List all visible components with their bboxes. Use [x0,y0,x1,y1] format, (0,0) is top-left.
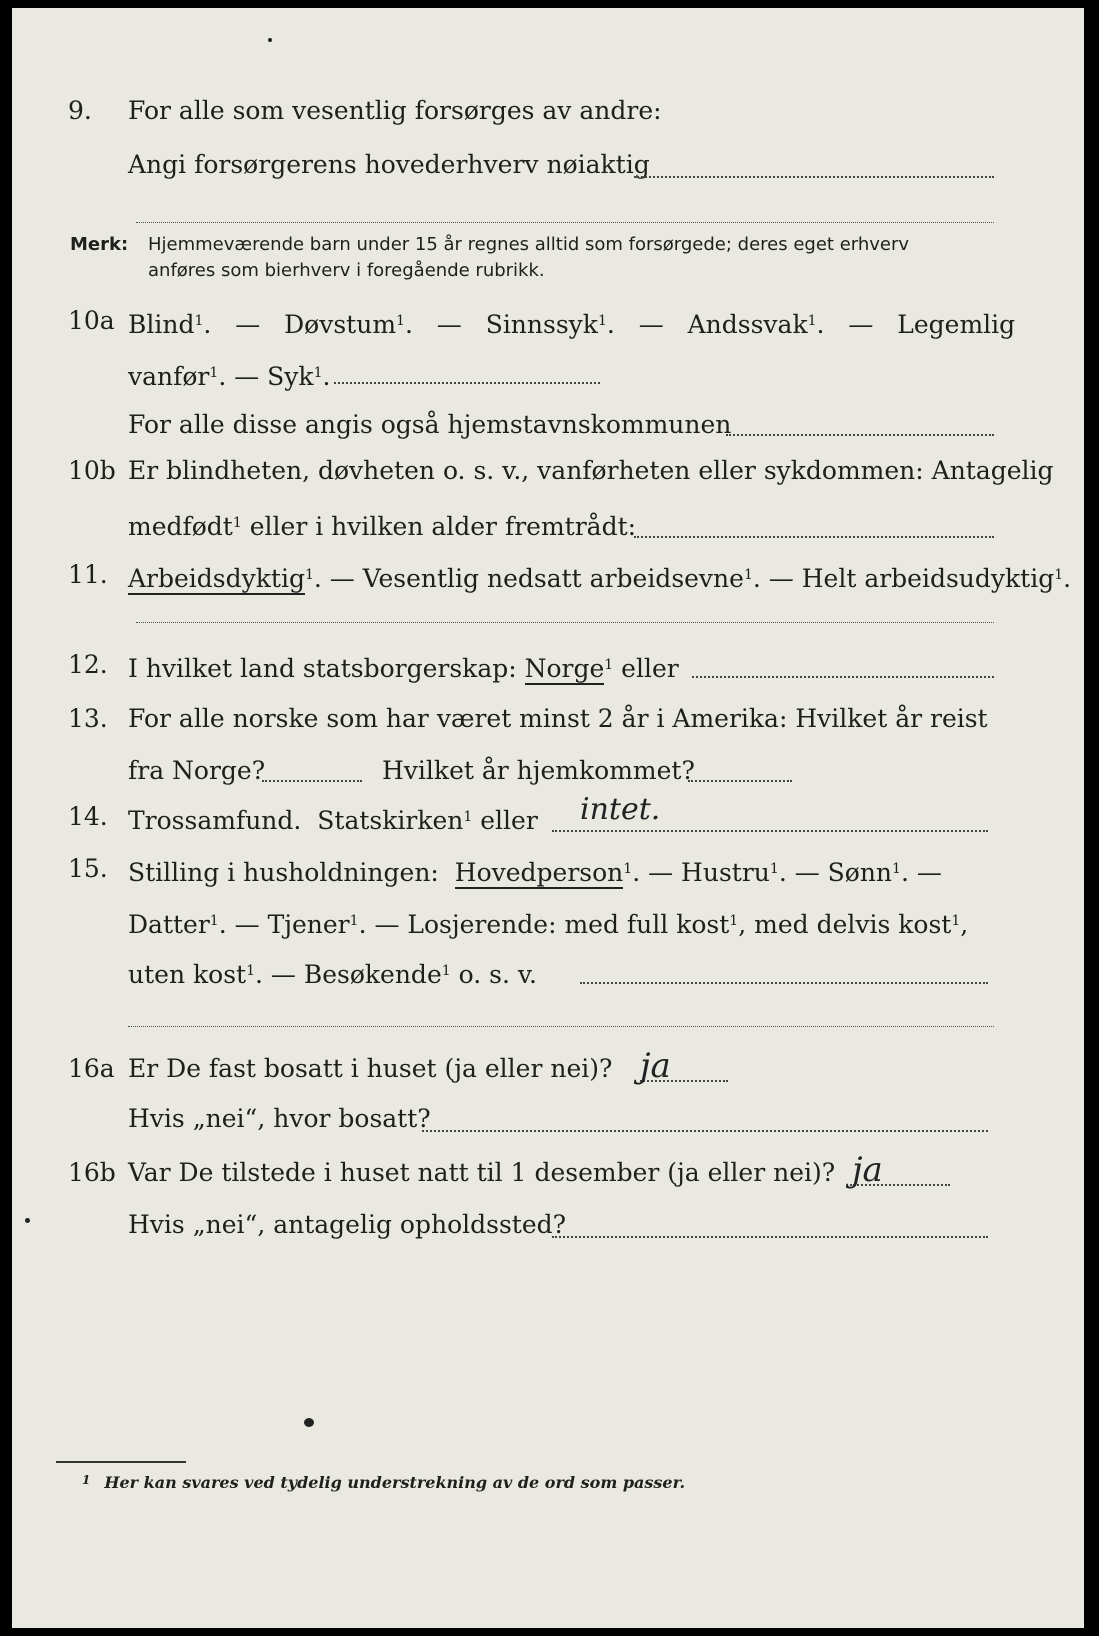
question-text: Hvis „nei“, hvor bosatt? [128,1104,431,1133]
handwritten-answer: ja [640,1046,671,1086]
footnote [82,1473,685,1492]
option-blind[interactable]: Blind [128,310,195,339]
question-number: 10b [68,456,116,485]
footnote-mark: 1 [743,567,753,583]
option-andssvak[interactable]: Andssvak [687,310,808,339]
option-vanfor[interactable]: vanfør [128,362,210,391]
question-text: Var De tilstede i huset natt til 1 desember (ja eller nei)? [128,1158,836,1187]
question-text: Datter$^1$. — Tjener$^1$. — Losjerende: med full kost$^1$, med delvis kost$^1$, [128,910,969,939]
option-eller: eller [480,806,538,835]
option-besokende[interactable]: Besøkende [303,960,442,989]
question-text: Angi forsørgerens hovederhverv nøiaktig [128,150,650,179]
option-delvis-kost[interactable]: med delvis kost [754,910,952,939]
option-legemlig[interactable]: Legemlig [897,310,1016,339]
question-number: 12. [68,650,108,679]
option-norge[interactable]: Norge [524,654,605,683]
footnote-mark: 1 [396,313,405,329]
option-statskirken[interactable]: Statskirken [317,806,464,835]
option-dovstum[interactable]: Døvstum [284,310,397,339]
option-hovedperson[interactable]: Hovedperson [454,858,624,887]
footnote-mark: 1 [349,913,359,929]
merk-line: anføres som bierhverv i foregående rubrikk. [148,260,545,281]
question-text [128,650,679,684]
footnote-mark: 1 [209,365,219,381]
question-text: Hvis „nei“, antagelig opholdssted? [128,1210,567,1239]
answer-line[interactable] [334,382,600,384]
question-label: Stilling i husholdningen: [128,858,439,887]
answer-line[interactable] [136,622,994,623]
question-text: For alle norske som har været minst 2 år i Amerika: Hvilket år reist [128,704,988,733]
question-number: 9. [68,96,92,125]
option-losjerende: Losjerende: [407,910,557,939]
option-tjener[interactable]: Tjener [267,910,350,939]
footnote-mark: 1 [604,657,614,673]
ink-blot [304,1418,314,1427]
footnote-mark: 1 [194,313,204,329]
answer-line[interactable] [692,676,994,678]
census-form-page [12,8,1084,1628]
footnote-mark: 1 [82,1473,91,1487]
answer-line[interactable] [726,434,994,436]
question-number: 15. [68,854,108,883]
merk-text [148,232,909,284]
question-text: Blind$^1$. — Døvstum$^1$. — Sinnssyk$^1$. — Andssvak$^1$. — Legemlig [128,310,1016,339]
footnote-mark: 1 [769,861,779,877]
option-arbeidsudyktig[interactable]: Helt arbeidsudyktig [801,564,1055,593]
option-medfodt[interactable]: medfødt [128,512,233,541]
option-uten-kost[interactable]: uten kost [128,960,247,989]
merk-note [70,232,128,258]
question-number: 11. [68,560,108,589]
footnote-mark: 1 [1054,567,1064,583]
footnote-mark: 1 [313,365,323,381]
question-text-osv: o. s. v. [458,960,537,989]
answer-line[interactable] [136,222,994,223]
merk-label: Merk: [70,234,129,255]
option-syk[interactable]: Syk [267,362,314,391]
answer-line[interactable] [634,176,994,178]
footnote-mark: 1 [246,963,255,979]
footnote-mark: 1 [623,861,633,877]
option-hustru[interactable]: Hustru [681,858,770,887]
option-full-kost[interactable]: med full kost [564,910,730,939]
footnote-divider [56,1461,186,1463]
option-eller: eller [621,654,679,683]
option-datter[interactable]: Datter [128,910,210,939]
footnote-mark: 1 [807,313,817,329]
question-label: Trossamfund. [128,806,302,835]
answer-line-hjemkommet[interactable] [688,780,792,782]
question-text-rest: eller i hvilken alder fremtrådt: [249,512,637,541]
footnote-mark: 1 [463,809,473,825]
ink-speck [25,1218,30,1223]
option-sinnssyk[interactable]: Sinnssyk [485,310,598,339]
footnote-mark: 1 [232,515,242,531]
footnote-mark: 1 [597,313,607,329]
question-number: 13. [68,704,108,733]
ink-speck [268,38,272,42]
answer-line[interactable] [552,1236,988,1238]
handwritten-answer: ja [852,1150,883,1190]
question-text: Er De fast bosatt i huset (ja eller nei)? [128,1054,613,1083]
question-text: Stilling i husholdningen: Hovedperson$^1$. — Hustru$^1$. — Sønn$^1$. — [128,858,942,887]
footnote-mark: 1 [304,567,314,583]
question-number: 16b [68,1158,116,1187]
question-text [128,508,636,542]
question-number: 10a [68,306,115,335]
footnote-mark: 1 [951,913,961,929]
answer-line-reist[interactable] [262,780,362,782]
question-number: 16a [68,1054,115,1083]
answer-line[interactable] [128,1026,994,1027]
option-nedsatt-arbeidsevne[interactable]: Vesentlig nedsatt arbeidsevne [362,564,744,593]
footnote-mark: 1 [729,913,739,929]
answer-line[interactable] [634,536,994,538]
footnote-text: Her kan svares ved tydelig understrekning av de ord som passer. [104,1473,686,1492]
question-text: uten kost$^1$. — Besøkende$^1$ o. s. v. [128,960,537,989]
question-number: 14. [68,802,108,831]
question-text: Arbeidsdyktig$^1$. — Vesentlig nedsatt arbeidsevne$^1$. — Helt arbeidsudyktig$^1$. [128,564,1072,593]
footnote-mark: 1 [209,913,219,929]
footnote-mark: 1 [892,861,901,877]
question-text [128,802,538,836]
question-text: Er blindheten, døvheten o. s. v., vanførheten eller sykdommen: Antagelig [128,456,1054,485]
question-text: For alle disse angis også hjemstavnskommunen [128,410,732,439]
option-sonn[interactable]: Sønn [827,858,893,887]
answer-line[interactable] [552,830,988,832]
merk-line: Hjemmeværende barn under 15 år regnes alltid som forsørgede; deres eget erhverv [148,234,910,255]
question-text: Hvilket år hjemkommet? [382,756,695,785]
handwritten-answer: intet. [580,792,661,827]
question-text: fra Norge? [128,756,266,785]
footnote-mark: 1 [441,963,451,979]
question-text: For alle som vesentlig forsørges av andre: [128,96,662,125]
answer-line[interactable] [580,982,988,984]
option-arbeidsdyktig[interactable]: Arbeidsdyktig [128,564,305,593]
answer-line[interactable] [422,1130,988,1132]
question-text: vanfør$^1$. — Syk$^1$. [128,362,331,391]
question-label: I hvilket land statsborgerskap: [128,654,517,683]
